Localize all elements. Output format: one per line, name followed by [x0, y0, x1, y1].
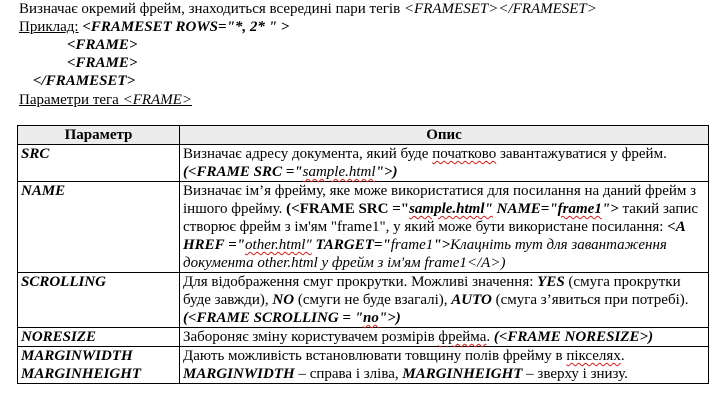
param-name-line: SCROLLING — [21, 274, 107, 290]
table-row — [18, 182, 709, 273]
description-segment: Дають можливість встановлювати товщину полів фрейму в — [183, 348, 567, 364]
description-segment: sample.html" — [409, 201, 493, 217]
code-line-frame-1: <FRAME> — [67, 37, 138, 53]
param-name — [18, 347, 180, 384]
description-segment: Клацніть тут для завантаження документа other.html у фрейм з ім'ям frame1</A>) — [183, 237, 667, 271]
description-segment: NAME=" — [492, 201, 558, 217]
table-row — [18, 347, 709, 384]
header-desc: Опис — [180, 126, 709, 145]
params-tag: <FRAME> — [122, 92, 192, 108]
example-line — [19, 18, 289, 36]
description-segment: (смуга з’явиться при потребі). — [491, 292, 689, 308]
description-segment: – справа і зліва, — [294, 366, 403, 382]
description-segment: "> — [433, 237, 451, 253]
description-segment: Забороняє зміну користувачем розмірів — [183, 329, 439, 345]
param-description — [180, 182, 709, 273]
description-segment: (смуги не буде взагалі), — [294, 292, 452, 308]
intro-line — [19, 0, 597, 18]
description-segment: MARGINHEIGHT — [402, 366, 523, 382]
description-segment: ">) — [378, 310, 401, 326]
description-segment: other.html" — [245, 237, 312, 253]
example-label: Приклад: — [19, 19, 79, 35]
description-segment: TARGET=" — [311, 237, 391, 253]
description-segment: (<FRAME SRC =" — [286, 201, 410, 217]
param-description — [180, 347, 709, 384]
description-segment: (<FRAME SCROLLING = " — [183, 310, 364, 326]
param-name — [18, 145, 180, 182]
param-name — [18, 273, 180, 328]
intro-text: Визначає окремий фрейм, знаходиться всередині пари тегів — [19, 1, 404, 17]
table-header-row — [18, 126, 709, 145]
description-segment: (<FRAME SRC =" — [183, 164, 303, 180]
param-name-line: NAME — [21, 183, 66, 199]
description-segment: frame1 — [557, 201, 602, 217]
description-segment: – зверху і знизу. — [522, 366, 628, 382]
description-segment: . — [620, 348, 625, 364]
description-segment: (смуга прокрутки буде завжди), — [183, 274, 681, 308]
code-line-frameset-close: </FRAMESET> — [33, 73, 136, 89]
description-segment: NO — [272, 292, 295, 308]
description-segment: ">) — [375, 164, 398, 180]
description-segment: (<FRAME NORESIZE>) — [493, 329, 654, 345]
param-description — [180, 273, 709, 328]
description-segment: початково — [432, 146, 497, 162]
param-name-line: MARGINWIDTH — [21, 348, 133, 364]
param-name-line: NORESIZE — [21, 329, 97, 345]
description-segment: frame1 — [390, 237, 434, 253]
params-heading — [19, 91, 192, 109]
param-description — [180, 145, 709, 182]
description-segment: MARGINWIDTH — [183, 366, 295, 382]
param-name — [18, 328, 180, 347]
table-row — [18, 273, 709, 328]
param-name-line: SRC — [21, 146, 50, 162]
description-segment: завантажуватися у фрейм. — [496, 146, 667, 162]
description-segment: Визначає ім’я фрейму, яке може використатися для посилання на даний фрейм з іншого фрейму. — [183, 183, 697, 217]
description-segment: фрейма — [438, 329, 487, 345]
description-segment: пікселях — [566, 348, 621, 364]
table-row — [18, 145, 709, 182]
description-segment: AUTO — [451, 292, 492, 308]
code-line-frame-2: <FRAME> — [67, 55, 138, 71]
example-code: <FRAMESET ROWS="*, 2* " > — [78, 19, 290, 35]
param-name-line: MARGINHEIGHT — [21, 366, 142, 382]
description-segment: Визначає адресу документа, який буде — [183, 146, 433, 162]
description-segment: <A HREF =" — [183, 219, 685, 253]
params-table — [17, 125, 709, 384]
description-segment: "> — [601, 201, 619, 217]
description-segment: sample.html — [302, 164, 376, 180]
description-segment: такий запис створює фрейм з ім'ям "frame1", у який може бути використане посилання: — [183, 201, 699, 235]
header-param: Параметр — [18, 126, 180, 145]
description-segment: YES — [537, 274, 565, 290]
description-segment: Для відображення смуг прокрутки. Можливі значення: — [183, 274, 538, 290]
frameset-tag: <FRAMESET></FRAMESET> — [403, 1, 597, 17]
param-description — [180, 328, 709, 347]
table-row — [18, 328, 709, 347]
description-segment: . — [486, 329, 494, 345]
description-segment: no — [363, 310, 379, 326]
param-name — [18, 182, 180, 273]
params-label: Параметри тега — [19, 92, 123, 108]
